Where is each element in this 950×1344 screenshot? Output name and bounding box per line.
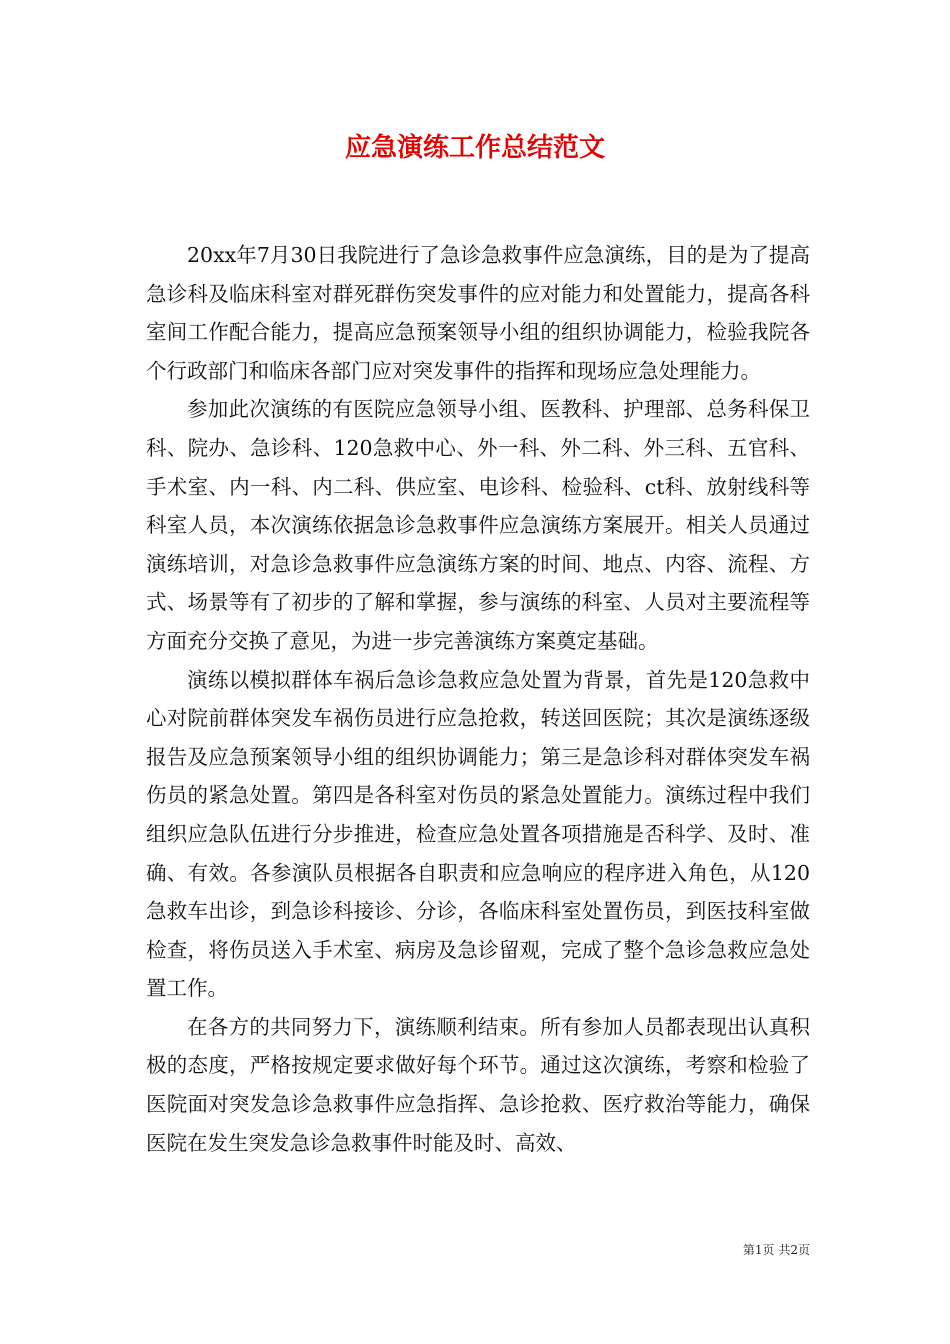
- paragraph-purpose: 20xx年7月30日我院进行了急诊急救事件应急演练，目的是为了提高急诊科及临床科室对群死群伤突发事件的应对能力和处置能力，提高各科室间工作配合能力，提高应急预案领导小组的组织协调能力，检验我院各个行政部门和临床各部门应对突发事件的指挥和现场应急处理能力。: [146, 243, 810, 383]
- document-title: 应急演练工作总结范文: [344, 133, 605, 163]
- document-body: [146, 236, 810, 1162]
- paragraph-process: 演练以模拟群体车祸后急诊急救应急处置为背景，首先是120急救中心对院前群体突发车祸伤员进行应急抢救，转送回医院；其次是演练逐级报告及应急预案领导小组的组织协调能力；第三是急诊科对群体突发车祸伤员的紧急处置。第四是各科室对伤员的紧急处置能力。演练过程中我们组织应急队伍进行分步推进，检查应急处置各项措施是否科学、及时、准确、有效。各参演队员根据各自职责和应急响应的程序进入角色，从120急救车出诊，到急诊科接诊、分诊，各临床科室处置伤员，到医技科室做检查，将伤员送入手术室、病房及急诊留观，完成了整个急诊急救应急处置工作。: [146, 667, 810, 1001]
- page-number: 第1页 共2页: [742, 1243, 810, 1257]
- paragraph-conclusion: 在各方的共同努力下，演练顺利结束。所有参加人员都表现出认真积极的态度，严格按规定要求做好每个环节。通过这次演练，考察和检验了医院面对突发急诊急救事件应急指挥、急诊抢救、医疗救治等能力，确保医院在发生突发急诊急救事件时能及时、高效、: [146, 1014, 810, 1155]
- paragraph-participants: 参加此次演练的有医院应急领导小组、医教科、护理部、总务科保卫科、院办、急诊科、120急救中心、外一科、外二科、外三科、五官科、手术室、内一科、内二科、供应室、电诊科、检验科、ct科、放射线科等科室人员，本次演练依据急诊急救事件应急演练方案展开。相关人员通过演练培训，对急诊急救事件应急演练方案的时间、地点、内容、流程、方式、场景等有了初步的了解和掌握，参与演练的科室、人员对主要流程等方面充分交换了意见，为进一步完善演练方案奠定基础。: [146, 397, 810, 653]
